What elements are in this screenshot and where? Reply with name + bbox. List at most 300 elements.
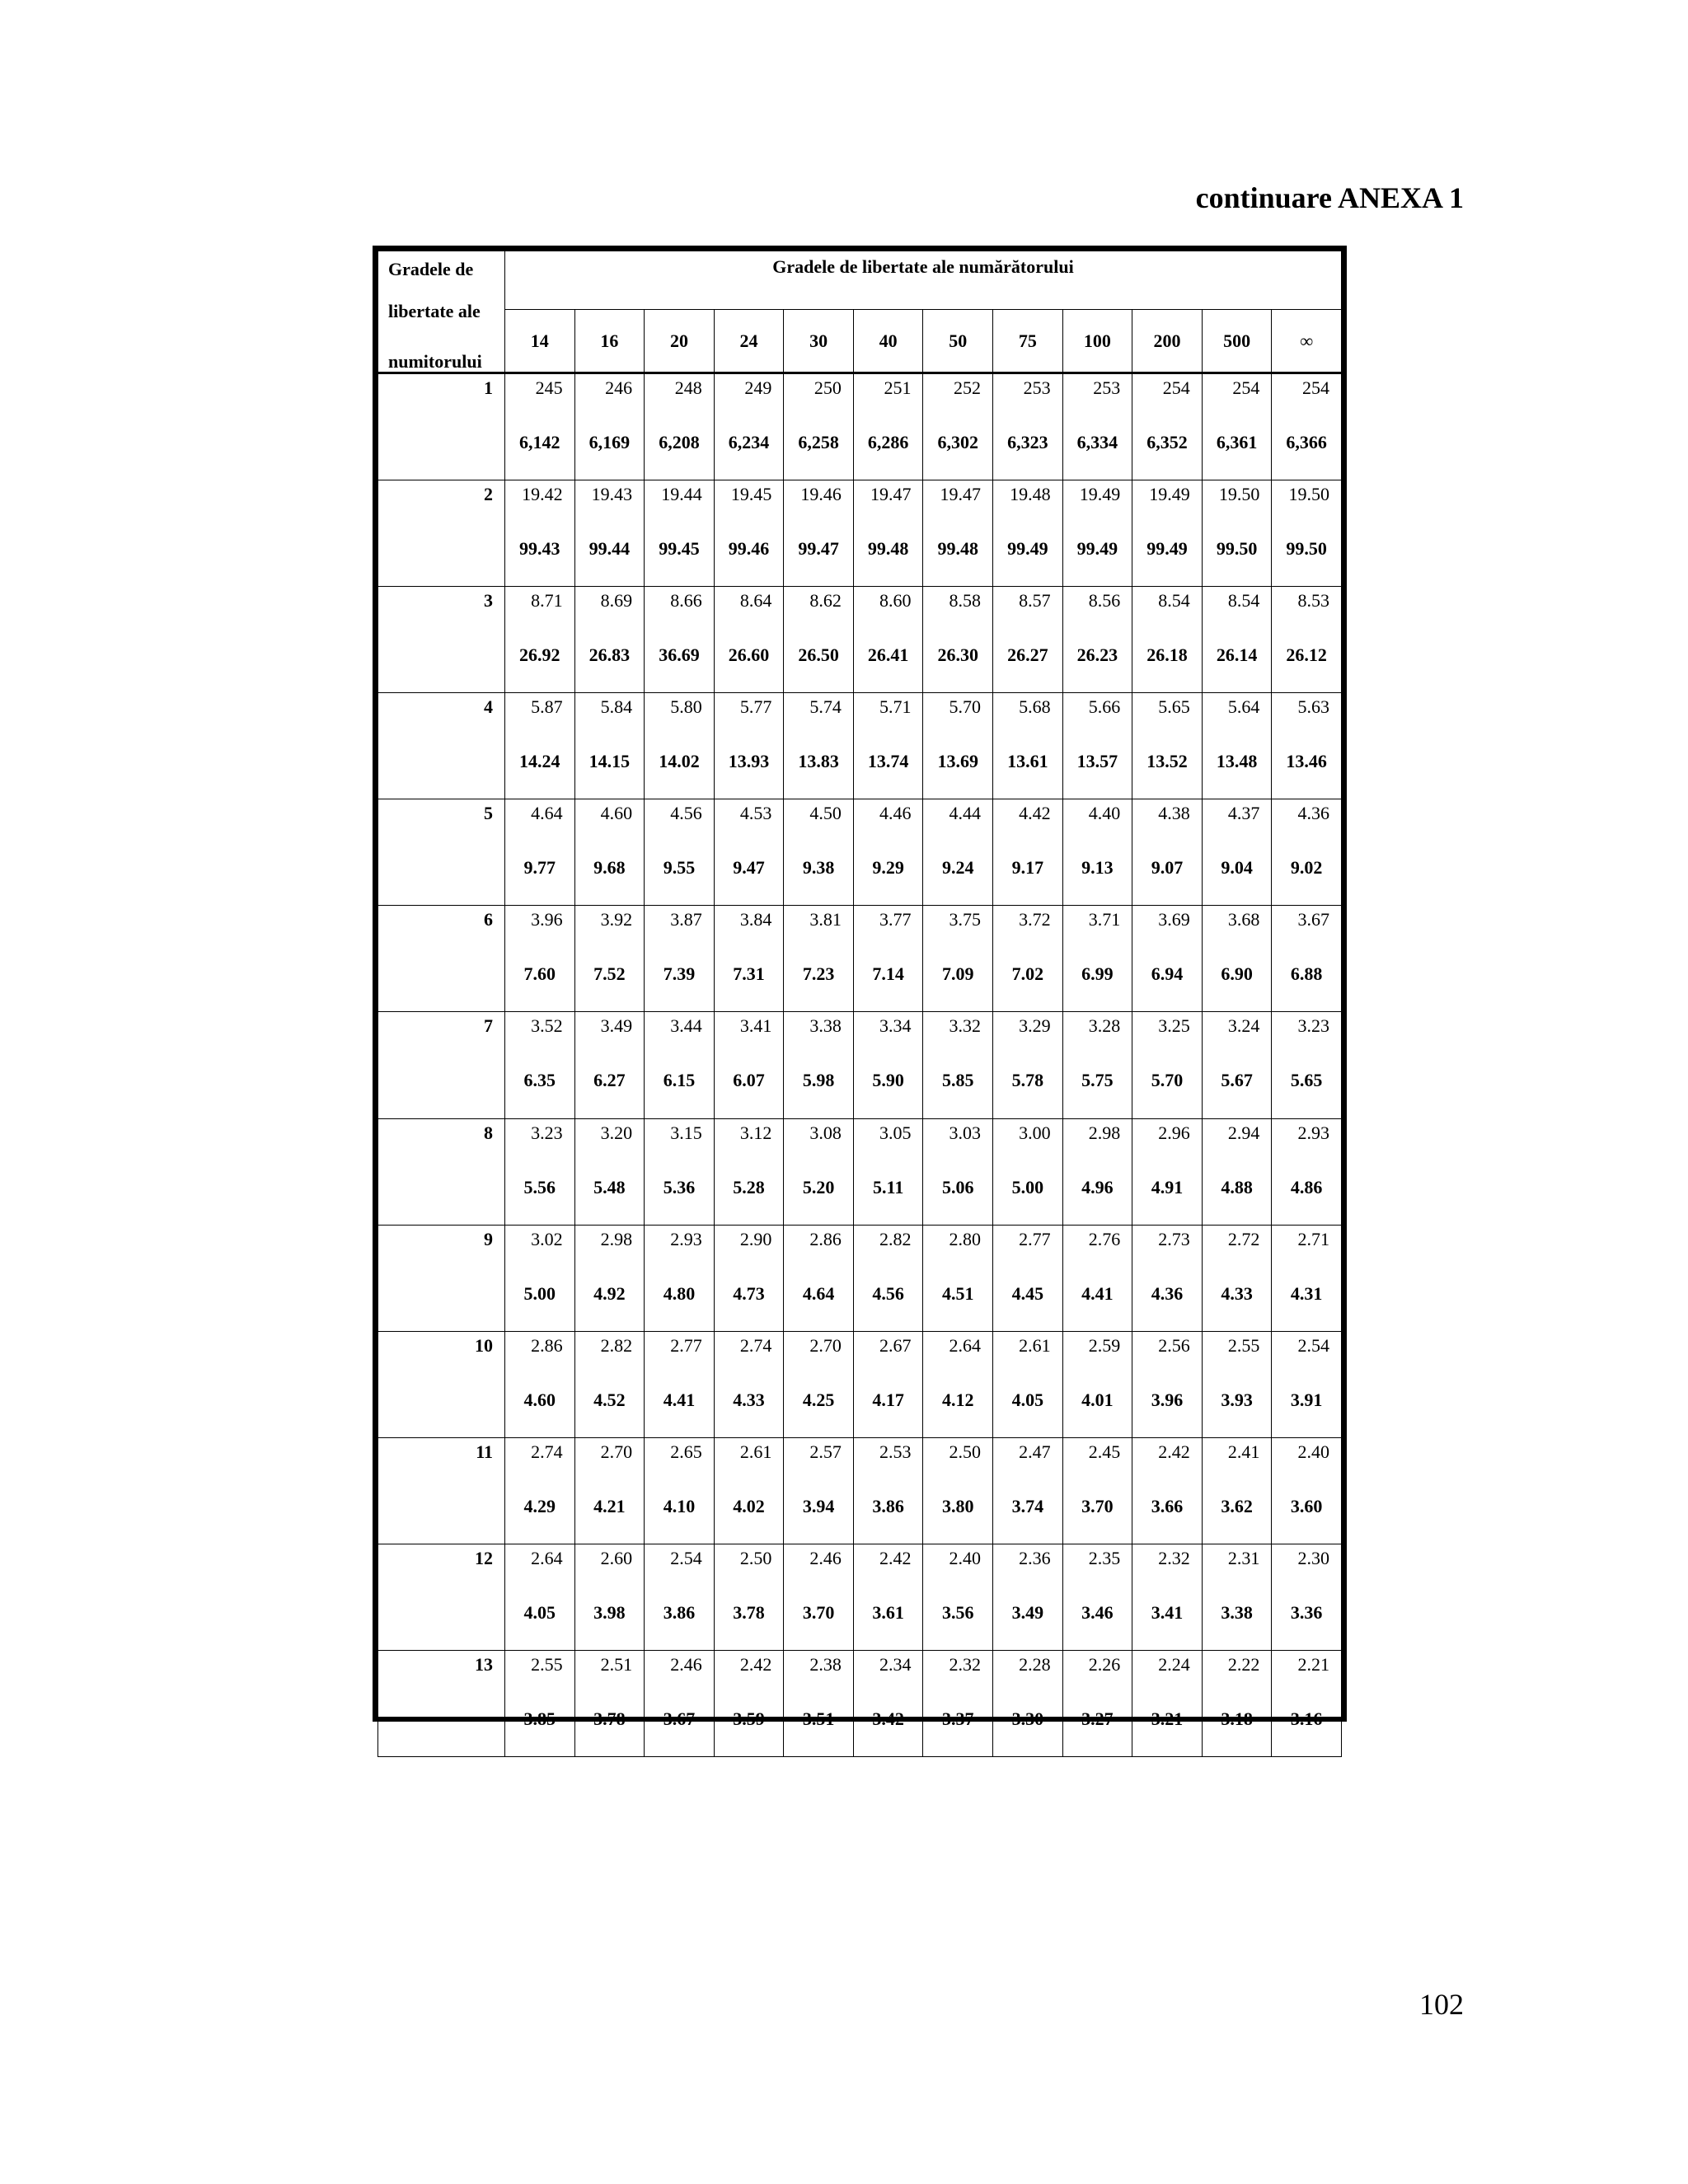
- column-header: 50: [923, 310, 993, 373]
- value-005: 2.86: [809, 1228, 842, 1249]
- value-001: 3.36: [1290, 1601, 1323, 1623]
- value-001: 3.60: [1290, 1495, 1323, 1516]
- table-cell: [714, 1118, 784, 1225]
- table-cell: [784, 373, 854, 480]
- value-001: 3.30: [1011, 1708, 1044, 1729]
- value-001: 4.05: [523, 1601, 556, 1623]
- row-header-df: 9: [378, 1225, 505, 1331]
- value-001: 5.85: [942, 1070, 974, 1091]
- value-005: 3.08: [809, 1122, 842, 1143]
- table-row: [378, 693, 1342, 799]
- value-005: 2.42: [1158, 1441, 1190, 1462]
- table-cell: [993, 1118, 1063, 1225]
- value-001: 7.23: [802, 963, 835, 985]
- value-001: 6.94: [1151, 963, 1184, 985]
- value-001: 99.44: [588, 538, 631, 560]
- value-005: 2.90: [739, 1228, 772, 1249]
- column-header: ∞: [1272, 310, 1342, 373]
- value-001: 3.37: [942, 1708, 974, 1729]
- value-005: 5.70: [949, 696, 982, 718]
- table-cell: [923, 587, 993, 693]
- table-row: [378, 587, 1342, 693]
- table-cell: [1202, 1544, 1272, 1650]
- value-001: 7.14: [872, 963, 904, 985]
- table-cell: [714, 373, 784, 480]
- f-distribution-table: [373, 246, 1347, 1729]
- value-005: 2.55: [531, 1653, 563, 1675]
- table-cell: [1062, 1012, 1132, 1118]
- value-005: 4.38: [1158, 803, 1190, 824]
- value-001: 26.83: [588, 644, 631, 666]
- column-header: 20: [645, 310, 715, 373]
- value-005: 2.35: [1088, 1547, 1121, 1568]
- value-001: 4.36: [1151, 1282, 1184, 1304]
- value-005: 8.54: [1158, 590, 1190, 612]
- value-001: 9.68: [593, 857, 626, 879]
- table-cell: [714, 906, 784, 1012]
- value-001: 3.51: [802, 1708, 835, 1729]
- value-005: 3.20: [600, 1122, 633, 1143]
- value-001: 13.74: [867, 751, 909, 772]
- table-body: [378, 373, 1342, 1757]
- value-005: 5.74: [809, 696, 842, 718]
- value-005: 251: [884, 377, 912, 398]
- value-005: 19.49: [1149, 484, 1190, 505]
- value-005: 2.61: [1019, 1334, 1051, 1356]
- table-cell: [714, 1544, 784, 1650]
- table-cell: [1132, 587, 1203, 693]
- value-005: 2.41: [1227, 1441, 1260, 1462]
- value-005: 2.94: [1227, 1122, 1260, 1143]
- table-cell: [1062, 1118, 1132, 1225]
- table-cell: [574, 1650, 645, 1756]
- value-001: 4.86: [1290, 1176, 1323, 1197]
- value-001: 3.62: [1221, 1495, 1253, 1516]
- value-001: 5.06: [942, 1176, 974, 1197]
- column-header-row: [378, 310, 1342, 373]
- value-001: 26.18: [1146, 644, 1188, 666]
- value-001: 99.48: [867, 538, 909, 560]
- value-005: 5.63: [1297, 696, 1329, 718]
- value-005: 2.56: [1158, 1334, 1190, 1356]
- value-001: 4.88: [1221, 1176, 1253, 1197]
- value-001: 3.74: [1011, 1495, 1044, 1516]
- value-005: 3.67: [1297, 909, 1329, 930]
- value-005: 249: [744, 377, 772, 398]
- value-001: 4.91: [1151, 1176, 1184, 1197]
- value-001: 26.14: [1216, 644, 1258, 666]
- value-001: 3.70: [802, 1601, 835, 1623]
- value-005: 3.23: [1297, 1015, 1329, 1037]
- value-001: 6,361: [1216, 432, 1258, 452]
- value-005: 2.76: [1088, 1228, 1121, 1249]
- value-001: 6,286: [867, 432, 909, 452]
- value-005: 2.61: [739, 1441, 772, 1462]
- value-005: 254: [1302, 377, 1329, 398]
- value-001: 5.98: [802, 1070, 835, 1091]
- column-header: 40: [853, 310, 923, 373]
- table-cell: [1062, 693, 1132, 799]
- value-005: 8.69: [600, 590, 633, 612]
- value-005: 2.93: [1297, 1122, 1329, 1143]
- value-001: 4.33: [1221, 1282, 1253, 1304]
- table-cell: [645, 373, 715, 480]
- value-001: 26.41: [867, 644, 909, 666]
- value-005: 4.46: [879, 803, 912, 824]
- value-005: 2.77: [1019, 1228, 1051, 1249]
- value-001: 13.93: [728, 751, 770, 772]
- table-cell: [1202, 1225, 1272, 1331]
- value-005: 3.77: [879, 909, 912, 930]
- value-001: 7.60: [523, 963, 556, 985]
- table-cell: [784, 1544, 854, 1650]
- table-cell: [923, 693, 993, 799]
- value-001: 9.24: [942, 857, 974, 879]
- table-cell: [714, 693, 784, 799]
- value-001: 6.90: [1221, 963, 1253, 985]
- value-001: 6,142: [519, 432, 560, 452]
- value-005: 3.84: [739, 909, 772, 930]
- value-005: 5.80: [670, 696, 702, 718]
- table-row: [378, 799, 1342, 906]
- row-header-df: 12: [378, 1544, 505, 1650]
- table-cell: [923, 1437, 993, 1544]
- table-cell: [1132, 1650, 1203, 1756]
- value-001: 9.47: [733, 857, 765, 879]
- table-cell: [1272, 1225, 1342, 1331]
- table-cell: [505, 1331, 575, 1437]
- table-cell: [574, 1437, 645, 1544]
- table-cell: [714, 1650, 784, 1756]
- value-001: 3.93: [1221, 1389, 1253, 1410]
- value-005: 8.62: [809, 590, 842, 612]
- value-001: 14.15: [588, 751, 631, 772]
- value-001: 13.69: [937, 751, 978, 772]
- table-cell: [505, 1650, 575, 1756]
- corner-header: [378, 251, 505, 373]
- value-001: 3.67: [663, 1708, 696, 1729]
- table-cell: [853, 1650, 923, 1756]
- value-005: 5.64: [1227, 696, 1260, 718]
- table-row: [378, 1331, 1342, 1437]
- value-001: 6,258: [798, 432, 839, 452]
- value-001: 3.70: [1081, 1495, 1114, 1516]
- value-001: 36.69: [659, 644, 700, 666]
- table-cell: [923, 1331, 993, 1437]
- value-001: 9.07: [1151, 857, 1184, 879]
- value-005: 8.60: [879, 590, 912, 612]
- value-001: 6,208: [659, 432, 700, 452]
- table-cell: [574, 1012, 645, 1118]
- value-001: 5.48: [593, 1176, 626, 1197]
- table-cell: [853, 1118, 923, 1225]
- value-001: 6,234: [728, 432, 770, 452]
- value-001: 3.21: [1151, 1708, 1184, 1729]
- table-cell: [993, 1012, 1063, 1118]
- value-001: 4.45: [1011, 1282, 1044, 1304]
- table-cell: [923, 480, 993, 587]
- column-header: 200: [1132, 310, 1203, 373]
- table-cell: [853, 906, 923, 1012]
- value-005: 3.44: [670, 1015, 702, 1037]
- table-cell: [505, 373, 575, 480]
- value-005: 2.64: [531, 1547, 563, 1568]
- row-header-df: 2: [378, 480, 505, 587]
- value-005: 2.22: [1227, 1653, 1260, 1675]
- value-001: 3.61: [872, 1601, 904, 1623]
- table-cell: [993, 1544, 1063, 1650]
- table-cell: [714, 1331, 784, 1437]
- value-005: 3.28: [1088, 1015, 1121, 1037]
- corner-label-line: Gradele de: [388, 259, 474, 279]
- value-001: 4.10: [663, 1495, 696, 1516]
- value-005: 3.87: [670, 909, 702, 930]
- table-cell: [1132, 1225, 1203, 1331]
- value-005: 2.72: [1227, 1228, 1260, 1249]
- value-005: 246: [605, 377, 633, 398]
- value-001: 4.96: [1081, 1176, 1114, 1197]
- value-005: 19.43: [591, 484, 633, 505]
- value-001: 5.00: [523, 1282, 556, 1304]
- table-cell: [1132, 1118, 1203, 1225]
- value-001: 6.27: [593, 1070, 626, 1091]
- value-005: 19.50: [1288, 484, 1329, 505]
- table-cell: [993, 587, 1063, 693]
- table-cell: [1132, 906, 1203, 1012]
- table-cell: [574, 1118, 645, 1225]
- value-001: 4.21: [593, 1495, 626, 1516]
- value-001: 6,352: [1146, 432, 1188, 452]
- column-header: 24: [714, 310, 784, 373]
- value-005: 3.02: [531, 1228, 563, 1249]
- value-001: 7.02: [1011, 963, 1044, 985]
- value-005: 3.75: [949, 909, 982, 930]
- table-row: [378, 1650, 1342, 1756]
- value-001: 26.92: [519, 644, 560, 666]
- table-cell: [645, 1544, 715, 1650]
- value-005: 4.37: [1227, 803, 1260, 824]
- value-001: 5.90: [872, 1070, 904, 1091]
- table-cell: [1272, 1118, 1342, 1225]
- value-005: 3.81: [809, 909, 842, 930]
- value-005: 2.47: [1019, 1441, 1051, 1462]
- value-001: 4.56: [872, 1282, 904, 1304]
- value-001: 7.52: [593, 963, 626, 985]
- value-001: 26.23: [1076, 644, 1118, 666]
- table-cell: [853, 1331, 923, 1437]
- value-005: 8.57: [1019, 590, 1051, 612]
- table-cell: [574, 799, 645, 906]
- value-005: 2.46: [670, 1653, 702, 1675]
- value-005: 2.70: [809, 1334, 842, 1356]
- value-001: 9.13: [1081, 857, 1114, 879]
- value-005: 3.24: [1227, 1015, 1260, 1037]
- value-001: 3.27: [1081, 1708, 1114, 1729]
- value-005: 2.50: [949, 1441, 982, 1462]
- table-cell: [853, 1225, 923, 1331]
- value-001: 7.31: [733, 963, 765, 985]
- table-cell: [853, 587, 923, 693]
- table-cell: [1062, 1331, 1132, 1437]
- value-005: 245: [535, 377, 563, 398]
- table-cell: [853, 799, 923, 906]
- table-cell: [645, 587, 715, 693]
- value-001: 3.38: [1221, 1601, 1253, 1623]
- value-005: 2.50: [739, 1547, 772, 1568]
- value-005: 248: [674, 377, 702, 398]
- value-005: 2.42: [879, 1547, 912, 1568]
- table-cell: [645, 1225, 715, 1331]
- table-cell: [993, 1437, 1063, 1544]
- value-005: 19.49: [1079, 484, 1121, 505]
- value-001: 5.75: [1081, 1070, 1114, 1091]
- table-cell: [645, 906, 715, 1012]
- value-005: 5.66: [1088, 696, 1121, 718]
- corner-label-line: libertate ale: [388, 301, 481, 321]
- value-005: 2.54: [1297, 1334, 1329, 1356]
- table-cell: [1132, 373, 1203, 480]
- table-cell: [1202, 373, 1272, 480]
- column-header: 16: [574, 310, 645, 373]
- value-005: 2.77: [670, 1334, 702, 1356]
- value-005: 2.57: [809, 1441, 842, 1462]
- value-005: 2.31: [1227, 1547, 1260, 1568]
- value-001: 4.92: [593, 1282, 626, 1304]
- table-cell: [853, 373, 923, 480]
- table-cell: [784, 587, 854, 693]
- value-001: 9.77: [523, 857, 556, 879]
- value-005: 2.64: [949, 1334, 982, 1356]
- column-header: 500: [1202, 310, 1272, 373]
- value-001: 13.46: [1286, 751, 1327, 772]
- value-001: 5.78: [1011, 1070, 1044, 1091]
- value-001: 14.24: [519, 751, 560, 772]
- value-001: 3.49: [1011, 1601, 1044, 1623]
- table-cell: [923, 906, 993, 1012]
- value-005: 3.05: [879, 1122, 912, 1143]
- value-001: 99.43: [519, 538, 560, 560]
- value-005: 2.21: [1297, 1653, 1329, 1675]
- value-001: 6,334: [1076, 432, 1118, 452]
- value-005: 8.71: [531, 590, 563, 612]
- value-005: 3.29: [1019, 1015, 1051, 1037]
- table-cell: [1272, 1331, 1342, 1437]
- value-001: 6.07: [733, 1070, 765, 1091]
- table-row: [378, 480, 1342, 587]
- value-005: 2.71: [1297, 1228, 1329, 1249]
- table-row: [378, 1544, 1342, 1650]
- value-005: 3.92: [600, 909, 633, 930]
- value-001: 3.56: [942, 1601, 974, 1623]
- value-001: 6,169: [588, 432, 631, 452]
- value-001: 5.28: [733, 1176, 765, 1197]
- value-005: 4.60: [600, 803, 633, 824]
- table-row: [378, 906, 1342, 1012]
- table-cell: [645, 1118, 715, 1225]
- table-cell: [923, 1544, 993, 1650]
- table-cell: [645, 480, 715, 587]
- table-cell: [1272, 1437, 1342, 1544]
- page-number: 102: [1419, 1988, 1464, 2021]
- table-cell: [784, 693, 854, 799]
- value-001: 99.50: [1286, 538, 1327, 560]
- value-001: 6.35: [523, 1070, 556, 1091]
- value-005: 2.53: [879, 1441, 912, 1462]
- row-header-df: 13: [378, 1650, 505, 1756]
- table-cell: [1132, 799, 1203, 906]
- value-005: 5.65: [1158, 696, 1190, 718]
- value-005: 2.65: [670, 1441, 702, 1462]
- value-001: 3.41: [1151, 1601, 1184, 1623]
- value-005: 2.60: [600, 1547, 633, 1568]
- table-cell: [853, 480, 923, 587]
- value-001: 4.41: [1081, 1282, 1114, 1304]
- value-005: 3.68: [1227, 909, 1260, 930]
- table-cell: [1132, 1331, 1203, 1437]
- value-005: 2.26: [1088, 1653, 1121, 1675]
- value-005: 3.03: [949, 1122, 982, 1143]
- table-cell: [1272, 1012, 1342, 1118]
- value-005: 2.42: [739, 1653, 772, 1675]
- value-005: 5.84: [600, 696, 633, 718]
- value-001: 9.04: [1221, 857, 1253, 879]
- table-cell: [853, 693, 923, 799]
- value-005: 5.71: [879, 696, 912, 718]
- row-header-df: 10: [378, 1331, 505, 1437]
- value-005: 253: [1023, 377, 1051, 398]
- table-cell: [505, 1012, 575, 1118]
- value-005: 2.55: [1227, 1334, 1260, 1356]
- value-001: 26.30: [937, 644, 978, 666]
- table-cell: [993, 480, 1063, 587]
- table-cell: [923, 1012, 993, 1118]
- value-001: 3.86: [663, 1601, 696, 1623]
- value-001: 3.59: [733, 1708, 765, 1729]
- table-cell: [645, 1437, 715, 1544]
- value-005: 2.96: [1158, 1122, 1190, 1143]
- row-header-df: 5: [378, 799, 505, 906]
- value-005: 2.67: [879, 1334, 912, 1356]
- value-001: 4.52: [593, 1389, 626, 1410]
- table-cell: [1062, 1437, 1132, 1544]
- value-005: 3.41: [739, 1015, 772, 1037]
- value-001: 9.29: [872, 857, 904, 879]
- table-cell: [1272, 480, 1342, 587]
- value-005: 4.42: [1019, 803, 1051, 824]
- row-header-df: 7: [378, 1012, 505, 1118]
- table-cell: [1062, 480, 1132, 587]
- value-005: 2.36: [1019, 1547, 1051, 1568]
- table-cell: [574, 693, 645, 799]
- value-005: 2.74: [739, 1334, 772, 1356]
- value-005: 2.54: [670, 1547, 702, 1568]
- group-header-row: [378, 251, 1342, 310]
- table-cell: [784, 480, 854, 587]
- table-cell: [645, 1650, 715, 1756]
- column-header: 100: [1062, 310, 1132, 373]
- value-005: 8.66: [670, 590, 702, 612]
- value-005: 8.56: [1088, 590, 1121, 612]
- value-001: 6,302: [937, 432, 978, 452]
- table-cell: [993, 799, 1063, 906]
- table-cell: [714, 1225, 784, 1331]
- value-001: 4.02: [733, 1495, 765, 1516]
- column-header: 75: [993, 310, 1063, 373]
- table-cell: [784, 906, 854, 1012]
- value-001: 9.38: [802, 857, 835, 879]
- value-001: 4.25: [802, 1389, 835, 1410]
- value-001: 5.11: [873, 1176, 904, 1197]
